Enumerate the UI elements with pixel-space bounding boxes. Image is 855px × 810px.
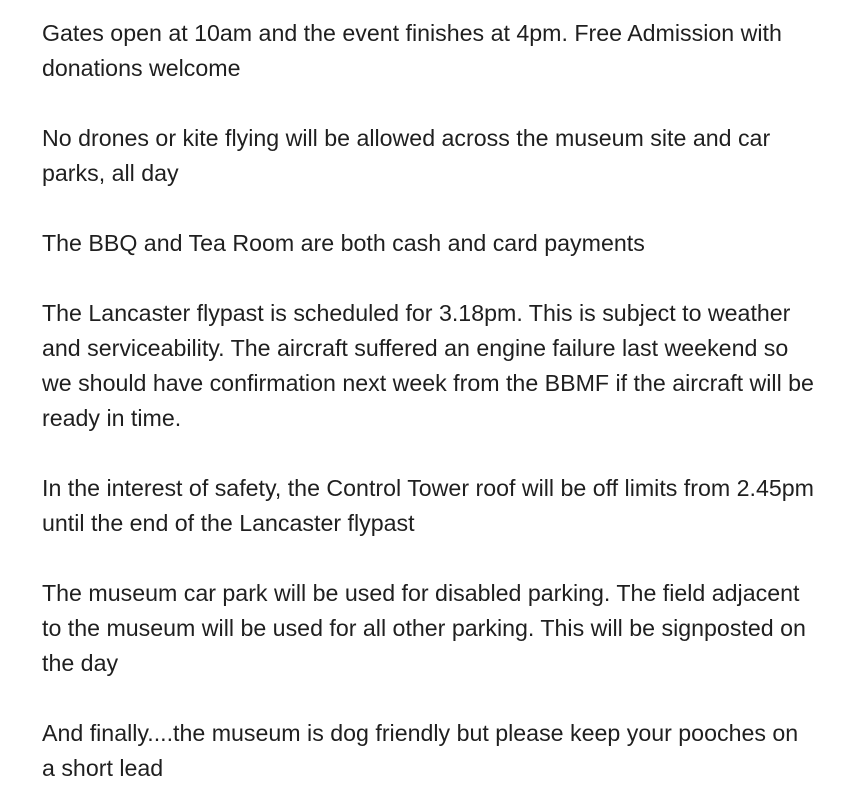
dog-friendly-paragraph: And finally....the museum is dog friendly but please keep your pooches on a short lead: [42, 720, 799, 781]
payments-paragraph: The BBQ and Tea Room are both cash and card payments: [42, 230, 645, 256]
parking-paragraph: The museum car park will be used for disabled parking. The field adjacent to the museum will be used for all other parking. This will be signposted on the day: [42, 580, 806, 676]
drones-paragraph: No drones or kite flying will be allowed across the museum site and car parks, all day: [42, 125, 771, 186]
flypast-paragraph: The Lancaster flypast is scheduled for 3.18pm. This is subject to weather and serviceability. The aircraft suffered an engine failure last weekend so we should have confirmation next week from the BBMF if the aircraft will be ready in time.: [42, 300, 814, 431]
safety-paragraph: In the interest of safety, the Control Tower roof will be off limits from 2.45pm until the end of the Lancaster flypast: [42, 475, 814, 536]
admission-paragraph: Gates open at 10am and the event finishes at 4pm. Free Admission with donations welcome: [42, 20, 782, 81]
event-notice: [42, 16, 817, 786]
